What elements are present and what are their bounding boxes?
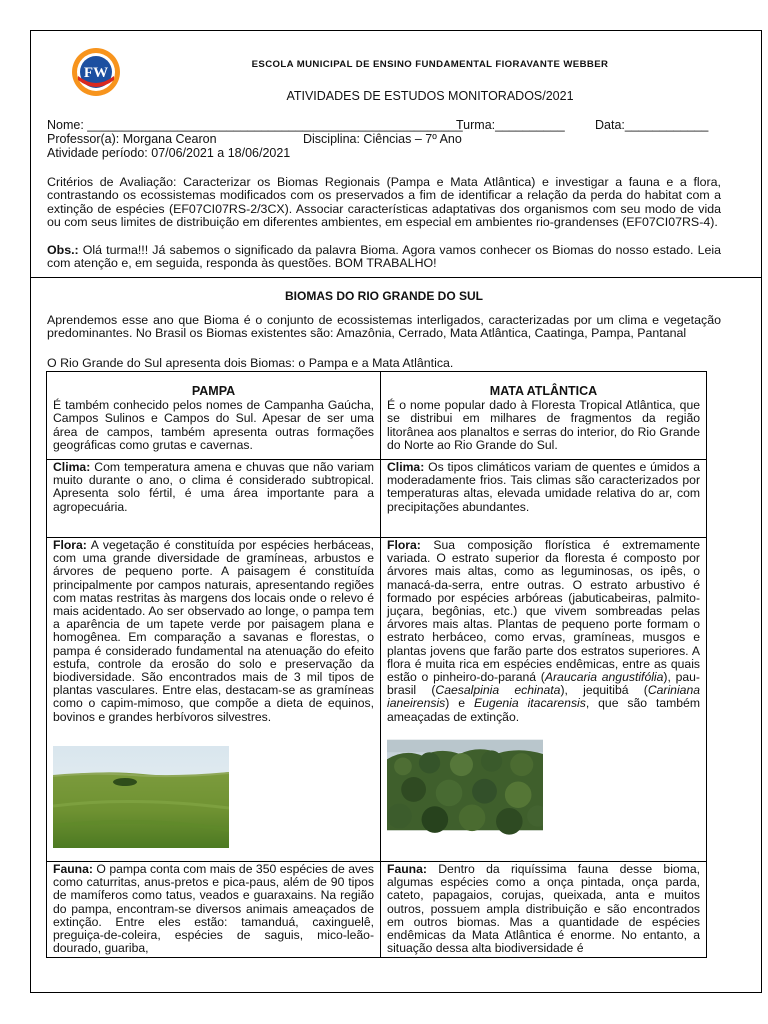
mata-flora-label: Flora: [387, 538, 421, 552]
criterios-paragraph: Critérios de Avaliação: Caracterizar os Biomas Regionais (Pampa e Mata Atlântica) e investigar a fauna e a flora, contrastando os ecossistemas modificados com os preservados a fim de identificar a relação da perda do habitat com a extinção de espécies (EF07CI07RS-2/3CX). Associar características adaptativas dos organismos com seu modo de vida ou com seus limites de distribuição em diferentes ambientes, em especial em ambientes rio-grandenses (EF07CI07RS-4). [47, 175, 721, 230]
data-field: Data:____________ [595, 118, 709, 132]
pampa-clima-text: Com temperatura amena e chuvas que não variam muito durante o ano, o clima é considerado subtropical. Apresenta solo fértil, é uma área importante para a agropecuária. [53, 460, 374, 514]
intro-line-2: O Rio Grande do Sul apresenta dois Biomas: o Pampa e a Mata Atlântica. [47, 356, 454, 370]
species-caesalpinia: Caesalpinia echinata [435, 683, 561, 698]
table-row [47, 460, 707, 538]
mata-flora-text-c: ), jequitibá ( [560, 683, 648, 698]
mata-flora-text-b: ), pau-brasil ( [387, 670, 700, 698]
obs-label: Obs.: [47, 243, 79, 257]
mata-description: É o nome popular dado à Floresta Tropical Atlântica, que se distribui em milhares de fragmentos da região litorânea aos planaltos e serras do interior, do Rio Grande do Norte ao Rio Grande do Sul. [387, 398, 700, 452]
mata-forest-image [387, 734, 543, 836]
mata-clima-label: Clima: [387, 460, 425, 474]
intro-paragraph: Aprendemos esse ano que Bioma é o conjunto de ecossistemas interligados, caracterizadas por um clima e vegetação predominantes. No Brasil os Biomas existentes são: Amazônia, Cerrado, Mata Atlântica, Caatinga, Pampa, Pantanal [47, 313, 721, 341]
mata-clima-text: Os tipos climáticos variam de quentes e úmidos a moderadamente frios. Tais climas são caracterizados por temperaturas altas, elevada umidade relativa do ar, com precipitações abundantes. [387, 460, 700, 514]
mata-fauna-text: Dentro da riquíssima fauna desse bioma, algumas espécies como a onça pintada, onça parda, cateto, papagaios, corujas, queixada, anta e muitos outros, possuem ampla distribuição e são encontrados em outros biomas. Mas a quantidade de espécies endêmicas da Mata Atlântica é enorme. No entanto, a situação dessa alta biodiversidade é [387, 863, 700, 955]
biomes-table [46, 371, 707, 958]
header-divider [30, 277, 762, 278]
species-cariniana: Cariniana ianeirensis [387, 683, 700, 711]
turma-field: Turma:__________ [456, 118, 565, 132]
pampa-clima-label: Clima: [53, 460, 91, 474]
school-name: ESCOLA MUNICIPAL DE ENSINO FUNDAMENTAL FIORAVANTE WEBBER [251, 59, 609, 70]
pampa-intro-cell [47, 372, 381, 460]
table-row [47, 372, 707, 460]
mata-fauna-cell [381, 862, 707, 958]
section-title: BIOMAS DO RIO GRANDE DO SUL [284, 289, 483, 303]
nome-field: Nome: ______________________________________________________ [47, 118, 463, 132]
pampa-description: É também conhecido pelos nomes de Campanha Gaúcha, Campos Sulinos e Campos do Sul. Apesar de ser uma área de campos, também apresenta outras formações geográficas como grutas e cavernas. [53, 398, 374, 452]
pampa-flora-text: A vegetação é constituída por espécies herbáceas, com uma grande diversidade de gramíneas, arbustos e árvores de pequeno porte. A paisagem é constituída principalmente por campos naturais, apresentando regiões com matas restritas às margens dos locais onde o relevo é mais acidentado. Ao ser observado ao longe, o pampa tem a aparência de um tapete verde por paisagem plana e homogênea. Em comparação a savanas e florestas, o pampa é considerado fundamental na atenuação do efeito estufa, controle da erosão do solo e preservação da biodiversidade. São encontrados mais de 3 mil tipos de plantas vasculares. Entre elas, destacam-se as gramíneas como o capim-mimoso, que compõe a dieta de equinos, bovinos e grandes herbívoros silvestres. [53, 538, 374, 724]
species-araucaria: Araucaria angustifólia [544, 670, 664, 685]
pampa-grassland-image [53, 746, 229, 848]
pampa-fauna-text: O pampa conta com mais de 350 espécies de aves como caturritas, anus-pretos e pica-paus, além de 90 tipos de mamíferos como tatus, veados e guaraxains. Na região do pampa, encontram-se diversos animais ameaçados de extinção. Entre eles estão: tamanduá, caxinguelê, preguiça-de-coleira, espécies de saguis, mico-leão-dourado, guariba, [53, 863, 374, 955]
professor-line: Professor(a): Morgana Cearon [47, 132, 217, 146]
mata-title: MATA ATLÂNTICA [489, 384, 598, 398]
mata-flora-text-e: , que são também ameaçadas de extinção. [387, 696, 700, 724]
pampa-clima-cell [47, 460, 381, 538]
pampa-flora-label: Flora: [53, 538, 87, 552]
mata-flora-cell [381, 538, 707, 862]
mata-fauna-label: Fauna: [387, 863, 427, 876]
activity-title: ATIVIDADES DE ESTUDOS MONITORADOS/2021 [286, 89, 574, 103]
school-logo [70, 46, 122, 98]
pampa-flora-cell [47, 538, 381, 862]
species-eugenia: Eugenia itacarensis [473, 696, 586, 711]
mata-flora-text-d: ) e [445, 696, 474, 711]
table-row [47, 862, 707, 958]
mata-intro-cell [381, 372, 707, 460]
obs-text: Olá turma!!! Já sabemos o significado da palavra Bioma. Agora vamos conhecer os Biomas do nosso estado. Leia com atenção e, em seguida, responda às questões. BOM TRABALHO! [47, 243, 721, 271]
obs-paragraph [47, 244, 721, 271]
pampa-title: PAMPA [191, 384, 236, 398]
mata-clima-cell [381, 460, 707, 538]
table-row [47, 538, 707, 862]
disciplina-line: Disciplina: Ciências – 7º Ano [303, 132, 462, 146]
logo-text: FW [83, 65, 109, 81]
pampa-fauna-label: Fauna: [53, 863, 93, 876]
mata-flora-text-a: Sua composição florística é extremamente variada. O estrato superior da floresta é composto por árvores mais altas, como as leguminosas, os ipês, o manacá-da-serra, entre outras. O estrato arbustivo é formado por espécies arbóreas (jabuticabeiras, palmito-juçara, begônias, etc.) que vivem sombreadas pelas árvores mais altas. Plantas de pequeno porte formam o estrato herbáceo, como ervas, gramíneas, musgos e plantas jovens que farão parte dos estratos superiores. A flora é muita rica em espécies endêmicas, entre as quais estão o pinheiro-do-paraná ( [387, 538, 700, 685]
periodo-line: Atividade período: 07/06/2021 a 18/06/2021 [47, 146, 291, 160]
pampa-fauna-cell [47, 862, 381, 958]
